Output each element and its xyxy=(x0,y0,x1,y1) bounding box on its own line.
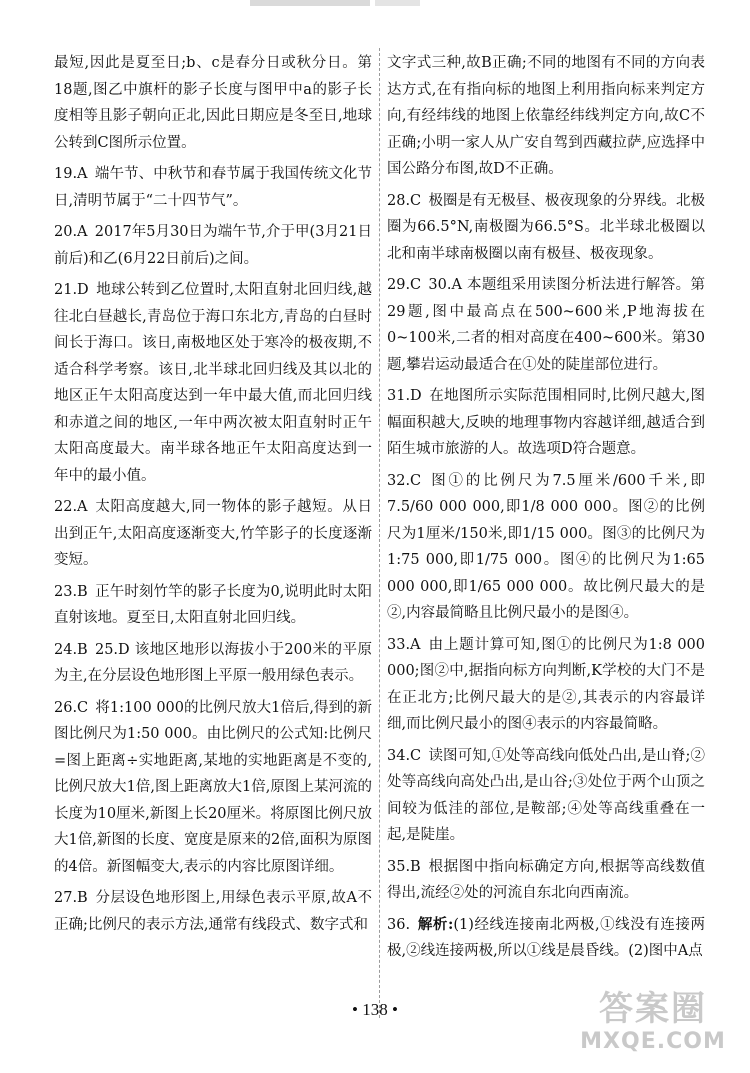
answer-text: 分层设色地形图上,用绿色表示平原,故A不正确;比例尺的表示方法,通常有线段式、数字式和 xyxy=(54,890,372,933)
answer-item xyxy=(54,695,372,881)
answer-text: 在地图所示实际范围相同时,比例尺越大,图幅面积越大,反映的地理事物内容越详细,越适合到陌生城市旅游的人。故选项D符合题意。 xyxy=(387,388,705,457)
answer-item xyxy=(54,885,372,938)
answer-text: 正午时刻竹竿的影子长度为0,说明此时太阳直射该地。夏至日,太阳直射北回归线。 xyxy=(54,583,372,626)
answer-text: 由上题计算可知,图①的比例尺为1:8 000 000;图②中,据指向标方向判断,K学校的大门不是在正北方;比例尺最大的是②,其表示的内容最详细,而比例尺最小的图④表示的内容最简略。 xyxy=(387,636,705,732)
answer-text: 端午节、中秋节和春节属于我国传统文化节日,清明节属于“二十四节气”。 xyxy=(54,166,372,209)
answer-item xyxy=(54,494,372,574)
answer-number: 33.A xyxy=(387,636,421,653)
answer-number: 19.A xyxy=(54,166,88,182)
answer-label: 解析: xyxy=(417,915,454,933)
right-column xyxy=(387,50,705,970)
answer-number: 26.C xyxy=(54,699,89,716)
answer-item xyxy=(54,579,372,632)
answer-text: 极圈是有无极昼、极夜现象的分界线。北极圈为66.5°N,南极圈为66.5°S。北半球北极圈以北和南半球南极圈以南有极昼、极夜现象。 xyxy=(387,192,705,262)
answer-number: 32.C xyxy=(387,472,422,489)
answer-item xyxy=(54,219,372,272)
answer-item xyxy=(54,161,372,214)
answer-item xyxy=(54,50,372,156)
answer-text: 文字式三种,故B正确;不同的地图有不同的方向表达方式,在有指向标的地图上利用指向标来判定方向,有经纬线的地图上依靠经纬线判定方向,故C不正确;小明一家人从广安自驾到西藏拉萨,应选择中国公路分布图,故D不正确。 xyxy=(387,55,705,177)
answer-text: 太阳高度越大,同一物体的影子越短。从日出到正午,太阳高度逐渐变大,竹竿影子的长度逐渐变短。 xyxy=(54,499,372,568)
answer-item xyxy=(387,912,705,965)
answer-number: 35.B xyxy=(387,858,421,875)
answer-text: 2017年5月30日为端午节,介于甲(3月21日前后)和乙(6月22日前后)之间。 xyxy=(54,224,372,267)
answer-text: 根据图中指向标确定方向,根据等高线数值得出,流经②处的河流自东北向西南流。 xyxy=(387,858,705,901)
answer-number: 34.C xyxy=(387,747,422,764)
answer-number: 21.D xyxy=(54,282,89,298)
left-column xyxy=(54,50,372,943)
answer-text: 30.A 本题组采用读图分析法进行解答。第29题,图中最高点在500~600米,P地海拔在0~100米,二者的相对高度在400~600米。第30题,攀岩运动最适合在①处的陡崖部位进行。 xyxy=(387,277,705,373)
scan-edge-mark xyxy=(250,0,370,6)
answer-item xyxy=(54,637,372,690)
answer-item xyxy=(387,188,705,268)
answer-item xyxy=(387,272,705,378)
answer-item xyxy=(387,632,705,738)
answer-item xyxy=(387,743,705,849)
watermark-bottom: MXQE.COM xyxy=(580,1029,726,1054)
answer-text: 图①的比例尺为7.5厘米/600千米,即7.5/60 000 000,即1/8 000 000。图②的比例尺为1厘米/150米,即1/15 000。图③的比例尺为1:75 000,即1/75 000。图④的比例尺为1:65 000 000,即1/65 000 000。故比例尺最大的是②,内容最简略且比例尺最小的是图④。 xyxy=(387,472,705,621)
answer-number: 20.A xyxy=(54,224,88,240)
scan-edge-mark xyxy=(375,0,420,6)
answer-item xyxy=(387,468,705,627)
answer-text: 25.D 该地区地形以海拔小于200米的平原为主,在分层设色地形图上平原一般用绿色表示。 xyxy=(54,641,372,684)
answer-text: (1)经线连接南北两极,①线没有连接两极,②线连接两极,所以①线是晨昏线。(2)图中A点 xyxy=(387,916,705,959)
watermark-logo xyxy=(568,990,738,1065)
answer-number: 24.B xyxy=(54,641,88,658)
answer-number: 29.C xyxy=(387,277,422,293)
answer-item xyxy=(387,854,705,907)
answer-number: 22.A xyxy=(54,499,88,515)
answer-number: 27.B xyxy=(54,890,88,906)
answer-number: 31.D xyxy=(387,388,422,404)
answer-text: 最短,因此是夏至日;b、c是春分日或秋分日。第18题,图乙中旗杆的影子长度与图甲中a的影子长度相等且影子朝向正北,因此日期应是冬至日,地球公转到C图所示位置。 xyxy=(54,55,372,151)
page-number: • 138 • xyxy=(352,1000,398,1019)
answer-item xyxy=(387,50,705,183)
answer-number: 36. xyxy=(387,916,411,933)
answer-item xyxy=(387,383,705,463)
answer-number: 23.B xyxy=(54,583,88,600)
column-divider xyxy=(379,48,380,1018)
answer-item xyxy=(54,277,372,489)
answer-text: 将1:100 000的比例尺放大1倍后,得到的新图比例尺为1:50 000。由比例尺的公式知:比例尺=图上距离÷实地距离,某地的实地距离是不变的,比例尺放大1倍,图上距离放大1倍,原图上某河流的长度为10厘米,新图上长20厘米。将原图比例尺放大1倍,新图的长度、宽度是原来的2倍,面积为原图的4倍。新图幅变大,表示的内容比原图详细。 xyxy=(54,699,372,875)
answer-text: 读图可知,①处等高线向低处凸出,是山脊;②处等高线向高处凸出,是山谷;③处位于两个山顶之间较为低洼的部位,是鞍部;④处等高线重叠在一起,是陡崖。 xyxy=(387,747,705,843)
answer-number: 28.C xyxy=(387,192,422,209)
answer-text: 地球公转到乙位置时,太阳直射北回归线,越往北白昼越长,青岛位于海口东北方,青岛的白昼时间长于海口。该日,南极地区处于寒冷的极夜期,不适合科学考察。该日,北半球北回归线及其以北的地区正午太阳高度达到一年中最大值,而北回归线和赤道之间的地区,一年中两次被太阳直射时正午太阳高度最大。南半球各地正午太阳高度达到一年中的最小值。 xyxy=(54,282,372,484)
watermark-top: 答案圈 xyxy=(599,989,707,1029)
